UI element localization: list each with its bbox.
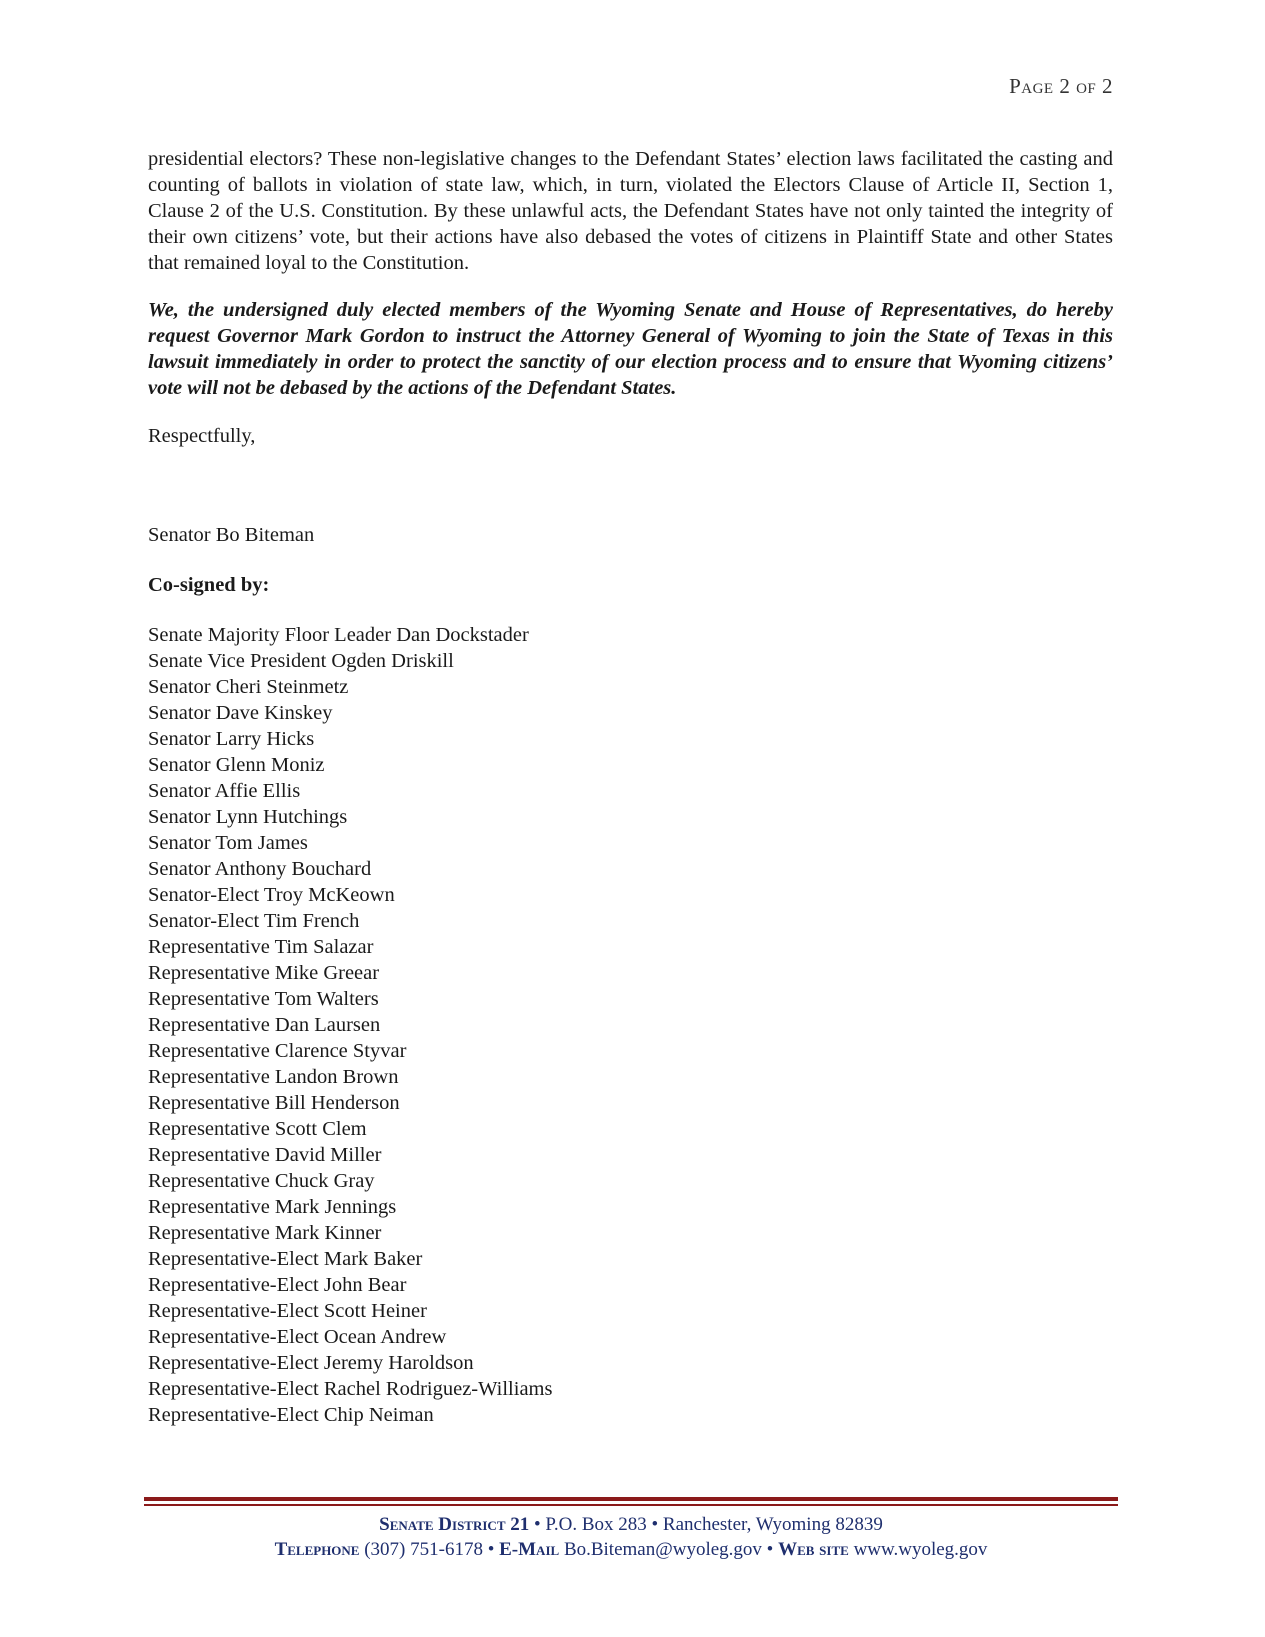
- list-item: Representative Tim Salazar: [148, 936, 374, 958]
- list-item: Senator Cheri Steinmetz: [148, 676, 349, 698]
- list-item: Representative Chuck Gray: [148, 1170, 375, 1192]
- footer-separator: •: [534, 1514, 541, 1535]
- list-item: Representative Clarence Styvar: [148, 1040, 407, 1062]
- list-item: Representative Mark Jennings: [148, 1196, 397, 1218]
- footer-website-link[interactable]: www.wyoleg.gov: [853, 1539, 988, 1560]
- list-item: Representative Landon Brown: [148, 1066, 399, 1088]
- list-item: Representative Dan Laursen: [148, 1014, 381, 1036]
- list-item: Senator Tom James: [148, 832, 308, 854]
- list-item: Senator Glenn Moniz: [148, 754, 325, 776]
- footer-city: Ranchester, Wyoming 82839: [662, 1514, 883, 1535]
- footer-separator: •: [651, 1514, 659, 1535]
- list-item: Representative-Elect Rachel Rodriguez-Williams: [148, 1378, 553, 1400]
- body-paragraph-block: [148, 146, 1113, 276]
- page-number: Page 2 of 2: [1009, 74, 1113, 98]
- footer-district-label: Senate District 21: [379, 1514, 530, 1535]
- footer-email-label: E-Mail: [499, 1539, 560, 1560]
- cosigners-block: [148, 622, 1113, 1428]
- list-item: Senate Majority Floor Leader Dan Dockstader: [148, 624, 529, 646]
- list-item: Representative-Elect John Bear: [148, 1274, 407, 1296]
- footer-rule-thin: [144, 1504, 1118, 1506]
- request-paragraph: We, the undersigned duly elected members of the Wyoming Senate and House of Representatives, do hereby request Governor Mark Gordon to instruct the Attorney General of Wyoming to join the State of Texas in this lawsuit immediately in order to protect the sanctity of our election process and to ensure that Wyoming citizens’ vote will not be debased by the actions of the Defendant States.: [148, 299, 1113, 399]
- closing-block: [148, 423, 1113, 449]
- signer-block: [148, 522, 1113, 548]
- list-item: Representative-Elect Jeremy Haroldson: [148, 1352, 474, 1374]
- footer-website-label: Web site: [778, 1539, 849, 1560]
- footer-line-1: [144, 1512, 1118, 1537]
- list-item: Senator Lynn Hutchings: [148, 806, 348, 828]
- list-item: Senator Anthony Bouchard: [148, 858, 372, 880]
- list-item: Representative-Elect Chip Neiman: [148, 1404, 434, 1426]
- list-item: Representative David Miller: [148, 1144, 382, 1166]
- list-item: Representative Mark Kinner: [148, 1222, 382, 1244]
- footer-separator: •: [487, 1539, 495, 1560]
- footer-email-link[interactable]: Bo.Biteman@wyoleg.gov: [563, 1539, 762, 1560]
- list-item: Senator-Elect Tim French: [148, 910, 360, 932]
- list-item: Senate Vice President Ogden Driskill: [148, 650, 454, 672]
- footer-rule-thick: [144, 1497, 1118, 1501]
- cosigned-heading-block: [148, 572, 1113, 598]
- footer-line-2: [144, 1537, 1118, 1562]
- footer-address: P.O. Box 283: [545, 1514, 647, 1535]
- list-item: Senator Dave Kinskey: [148, 702, 333, 724]
- footer-separator: •: [766, 1539, 774, 1560]
- list-item: Senator Larry Hicks: [148, 728, 315, 750]
- list-item: Senator Affie Ellis: [148, 780, 301, 802]
- body-paragraph: presidential electors? These non-legislative changes to the Defendant States’ election laws facilitated the casting and counting of ballots in violation of state law, which, in turn, violated the Electors Clause of Article II, Section 1, Clause 2 of the U.S. Constitution. By these unlawful acts, the Defendant States have not only tainted the integrity of their own citizens’ vote, but their actions have also debased the votes of citizens in Plaintiff State and other States that remained loyal to the Constitution.: [148, 148, 1113, 274]
- list-item: Representative Mike Greear: [148, 962, 380, 984]
- cosigned-heading: Co-signed by:: [148, 574, 270, 596]
- signer-name: Senator Bo Biteman: [148, 524, 315, 546]
- cosigners-list: [148, 622, 1113, 1428]
- footer-telephone: (307) 751-6178: [364, 1539, 483, 1560]
- closing-salutation: Respectfully,: [148, 425, 256, 447]
- list-item: Representative Scott Clem: [148, 1118, 367, 1140]
- list-item: Senator-Elect Troy McKeown: [148, 884, 395, 906]
- list-item: Representative Tom Walters: [148, 988, 379, 1010]
- list-item: Representative-Elect Mark Baker: [148, 1248, 423, 1270]
- list-item: Representative-Elect Scott Heiner: [148, 1300, 427, 1322]
- request-paragraph-block: [148, 297, 1113, 401]
- list-item: Representative Bill Henderson: [148, 1092, 400, 1114]
- list-item: Representative-Elect Ocean Andrew: [148, 1326, 447, 1348]
- footer-telephone-label: Telephone: [274, 1539, 360, 1560]
